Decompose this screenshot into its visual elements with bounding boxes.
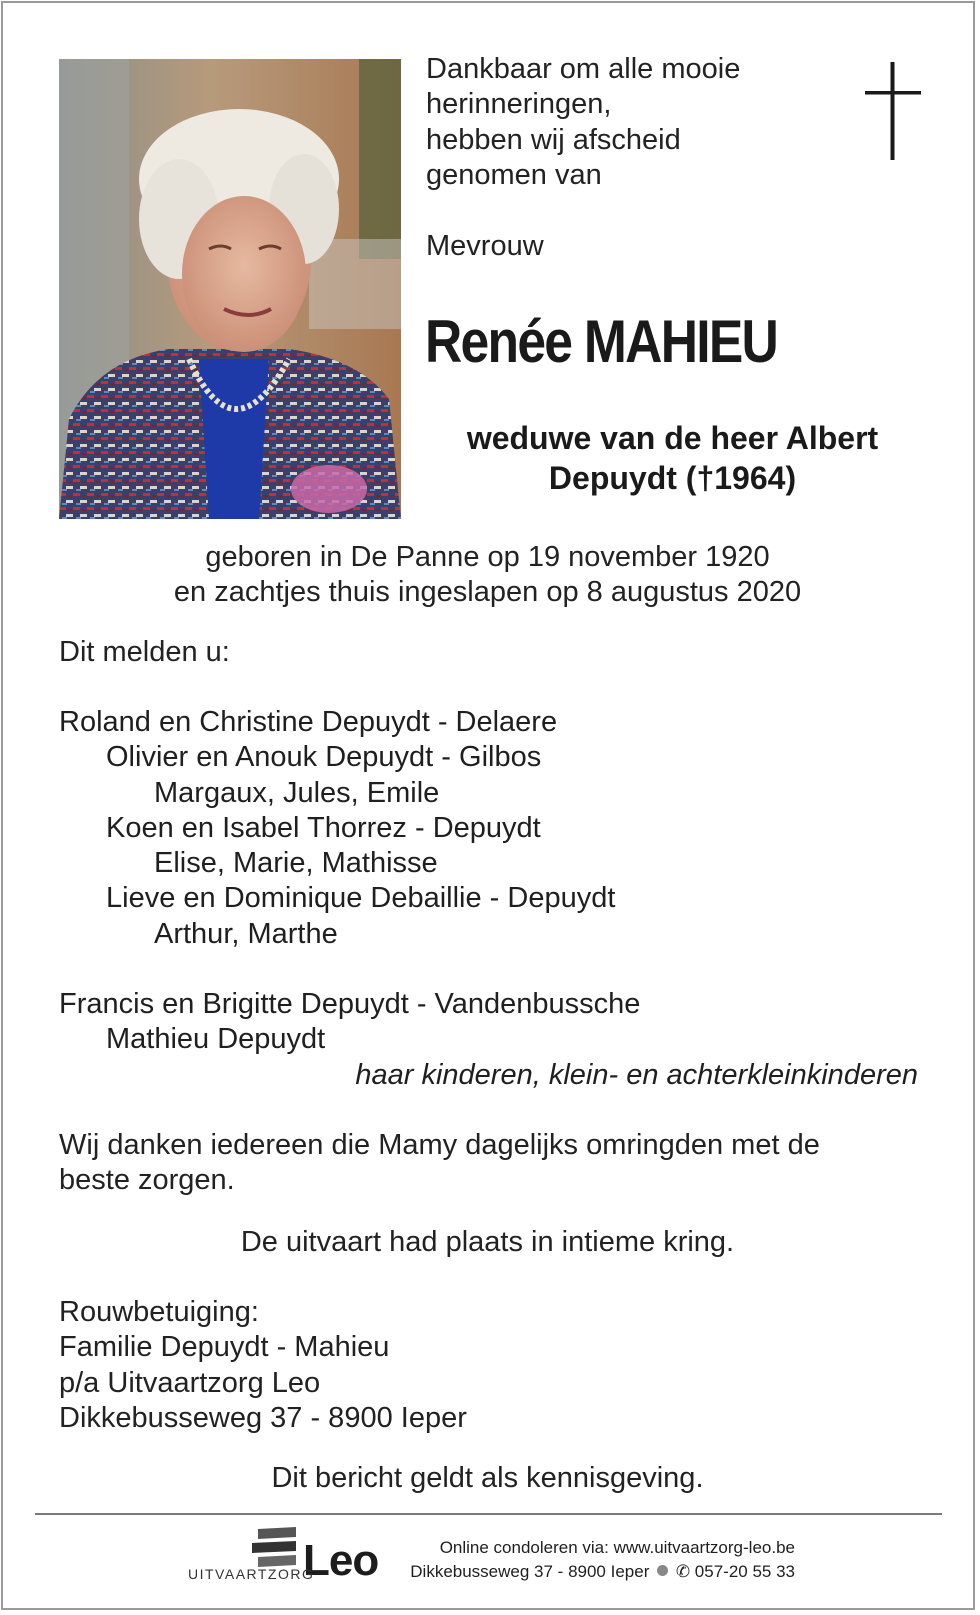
thanks-text bbox=[59, 1128, 919, 1199]
family-line: Koen en Isabel Thorrez - Depuydt bbox=[106, 811, 541, 844]
salutation: Mevrouw bbox=[426, 230, 544, 262]
condolence-line: Dikkebusseweg 37 - 8900 Ieper bbox=[59, 1401, 467, 1434]
funeral-text: De uitvaart had plaats in intieme kring. bbox=[240, 1226, 735, 1258]
family-line: Mathieu Depuydt bbox=[106, 1023, 326, 1056]
widow-line: weduwe van de heer Albert bbox=[466, 420, 879, 456]
relation-text: haar kinderen, klein- en achterkleinkinderen bbox=[355, 1059, 918, 1091]
online-condolence-link[interactable]: Online condoleren via: www.uitvaartzorg-leo.be bbox=[439, 1538, 795, 1557]
thanks-line: Wij danken iedereen die Mamy dagelijks omringden met de bbox=[59, 1129, 820, 1161]
intro-line: hebben wij afscheid bbox=[426, 123, 681, 156]
condolence-line: Familie Depuydt - Mahieu bbox=[59, 1331, 390, 1364]
condolence-address bbox=[59, 1295, 467, 1436]
condolence-line: p/a Uitvaartzorg Leo bbox=[59, 1366, 321, 1399]
thanks-line: beste zorgen. bbox=[59, 1164, 235, 1197]
announce-text: Dit melden u: bbox=[59, 636, 230, 668]
notice-text: Dit bericht geldt als kennisgeving. bbox=[271, 1462, 704, 1494]
intro-line: genomen van bbox=[426, 158, 602, 191]
logo-subtitle: UITVAARTZORG bbox=[188, 1566, 315, 1582]
condolence-label: Rouwbetuiging: bbox=[59, 1296, 259, 1328]
footer-address-line bbox=[405, 1560, 795, 1584]
intro-text bbox=[426, 52, 756, 193]
family-line: Olivier en Anouk Depuydt - Gilbos bbox=[106, 741, 542, 774]
deceased-name: Renée MAHIEU bbox=[425, 308, 778, 375]
widow-text bbox=[420, 418, 925, 498]
intro-line: Dankbaar om alle mooie bbox=[426, 53, 741, 85]
death-line: en zachtjes thuis ingeslapen op 8 augustus 2020 bbox=[173, 576, 802, 608]
family-line: Roland en Christine Depuydt - Delaere bbox=[59, 706, 558, 738]
family-line: Margaux, Jules, Emile bbox=[154, 776, 440, 809]
separator-dot bbox=[657, 1565, 668, 1576]
family-list bbox=[59, 705, 939, 1058]
family-line: Francis en Brigitte Depuydt - Vandenbussche bbox=[59, 988, 641, 1021]
portrait-photo bbox=[59, 59, 401, 519]
family-line: Elise, Marie, Mathisse bbox=[154, 847, 438, 880]
footer-address: Dikkebusseweg 37 - 8900 Ieper bbox=[410, 1562, 650, 1581]
intro-line: herinneringen, bbox=[426, 88, 612, 121]
logo-word: Leo bbox=[303, 1536, 379, 1585]
footer-divider bbox=[35, 1513, 942, 1515]
footer-contact bbox=[405, 1536, 795, 1584]
family-line: Lieve en Dominique Debaillie - Depuydt bbox=[106, 882, 616, 915]
cross-icon bbox=[865, 62, 921, 160]
widow-line: Depuydt (†1964) bbox=[548, 460, 797, 496]
birth-line: geboren in De Panne op 19 november 1920 bbox=[205, 541, 770, 573]
family-line: Arthur, Marthe bbox=[154, 917, 338, 950]
footer-phone[interactable]: ✆ 057-20 55 33 bbox=[675, 1562, 795, 1581]
